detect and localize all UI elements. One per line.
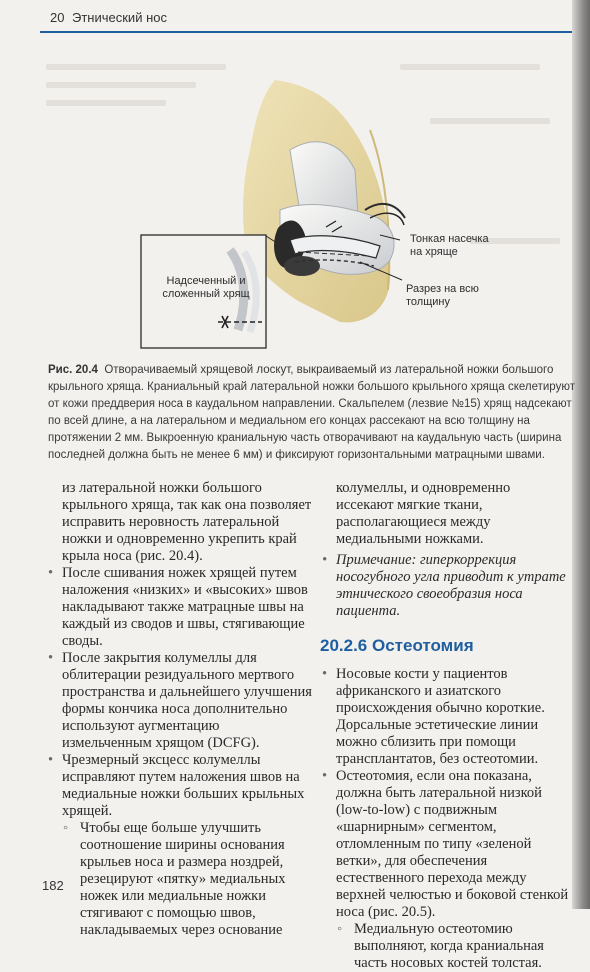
left-column [46, 480, 312, 939]
nose-cartilage-illustration [40, 40, 572, 358]
figure-20-4 [40, 40, 572, 358]
label-full-thickness-cut: Разрез на всю толщину [406, 283, 479, 308]
paragraph-continuation: колумеллы, и одновременно иссекают мягкие ткани, располагающиеся между медиальными ножками. [336, 480, 511, 547]
sub-list-item: ◦ Чтобы еще больше улучшить соотношение ширины основания крыльев носа и размера ноздрей, резецируют «пятку» медиальных ножек или медиальные ножки стягивают с помощью швов, накладываемых через основание [46, 820, 312, 939]
list-item: • После закрытия колумеллы для облитерации резидуального мертвого пространства и дальнейшего улучшения формы кончика носа дополнительно используют аугментацию измельченным хрящом (DCFG). [46, 650, 312, 752]
right-column [320, 480, 570, 972]
section-title: 20.2.6 Остеотомия [320, 636, 474, 655]
sub-list-item: ◦ Медиальную остеотомию выполняют, когда краниальная часть носовых костей толстая. [320, 921, 570, 972]
header-rule [40, 31, 572, 33]
list-item: • Остеотомия, если она показана, должна быть латеральной низкой (low-to-low) с подвижным «шарнирным» сегментом, отломленным по типу «зеленой ветки», для обеспечения естественного перехода между верхней челюстью и боковой стенкой носа (рис. 20.5). [320, 768, 570, 921]
note-item: • Примечание: гиперкоррекция носогубного угла приводит к утрате этнического своеобразия носа пациента. [320, 552, 570, 620]
figure-caption-lead: Рис. 20.4 [48, 364, 98, 376]
figure-caption [48, 362, 580, 464]
label-thin-notch: Тонкая насечка на хряще [410, 233, 489, 258]
list-item: • Чрезмерный эксцесс колумеллы исправляют путем наложения швов на медиальные ножки больших крыльных хрящей. [46, 752, 312, 820]
header-page-number: 20 [50, 10, 65, 25]
footer-page-number: 182 [42, 878, 64, 893]
list-item: • Носовые кости у пациентов африканского и азиатского происхождения обычно короткие. Дорсальные эстетические линии можно сблизить при помощи трансплантатов, без остеотомии. [320, 666, 570, 768]
label-notched-folded-cartilage: Надсеченный и сложенный хрящ [162, 275, 250, 300]
paragraph-continuation: из латеральной ножки большого крыльного хряща, так как она позволяет исправить неровность латеральной ножки и одновременно укрепить край крыла носа (рис. 20.4). [62, 480, 312, 564]
header-chapter-title: Этнический нос [72, 10, 167, 25]
figure-caption-text: Отворачиваемый хрящевой лоскут, выкраиваемый из латеральной ножки большого крыльного хряща. Краниальный край латеральной ножки большого крыльного хряща скелетируют от кожи преддверия носа в каудальном направлении. Скальпелем (лезвие №15) хрящ надсекают по всей длине, а на латеральном и медиальном его концах рассекают на всю толщину на протяжении 2 мм. Выкроенную краниальную часть отворачивают на каудальную часть (ширина последней должна быть не менее 6 мм) и фиксируют горизонтальными матрацными швами. [48, 364, 575, 461]
list-item: • После сшивания ножек хрящей путем наложения «низких» и «высоких» швов накладывают также матрацные швы на каждый из сводов и швы, стягивающие своды. [46, 565, 312, 650]
